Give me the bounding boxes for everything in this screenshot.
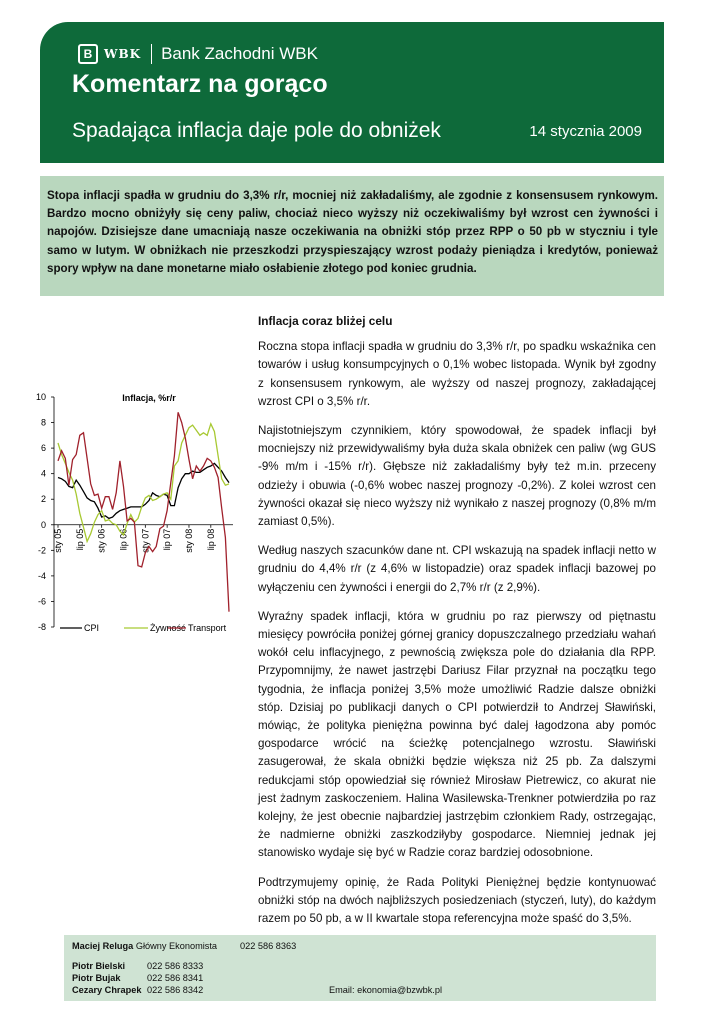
series-line-transport <box>58 412 229 611</box>
y-tick-label: -2 <box>37 545 46 556</box>
bank-logo <box>78 44 318 64</box>
article-paragraph: Podtrzymujemy opinię, że Rada Polityki Pieniężnej będzie kontynuować obniżki stóp na dwóch najbliższych posiedzeniach (styczeń, luty), do każdym razem po 50 pb, a w II kwartale stopa referencyjna może spaść do 3,5%. <box>258 875 656 926</box>
y-tick-label: -8 <box>37 622 46 632</box>
chart-title: Inflacja, %r/r <box>122 393 176 403</box>
x-tick-label: lip 07 <box>162 528 173 551</box>
article-paragraph: Wyraźny spadek inflacji, która w grudniu po raz pierwszy od piętnastu miesięcy powróciła poniżej górnej granicy dopuszczalnego przedziału wahań wokół celu inflacyjnego, z pewnością zwiększa pole do działania dla RPP. Przypomnijmy, że nawet jastrzębi Dariusz Filar przyznał na początku tego tygodnia, że inflacja poniżej 3,5% może umożliwić Radzie dalsze obniżki stóp. Dzisiaj po publikacji danych o CPI potwierdził to Andrzej Sławiński, mówiąc, że polityka pieniężna powinna być dalej łagodzona aby pomóc gospodarce wrócić na ścieżkę potencjalnego wzrostu. Sławiński zasugerował, że skala obniżki będzie większa niż 25 pb. Za dalszymi redukcjami stóp opowiedział się również Mirosław Pietrewicz, co akurat nie jest żadnym zaskoczeniem. Halina Wasilewska-Trenkner potwierdziła po raz kolejny, że jest obecnie najbardziej jastrzębim członkiem Rady, ostrzegając, że nadmierne obniżki zaszkodziłyby gospodarce. Niemniej jednak jej stanowisko wydaje się być w Radzie coraz bardziej odosobnione. <box>258 609 656 860</box>
inflation-chart-svg <box>28 384 248 644</box>
y-tick-label: 2 <box>40 494 46 505</box>
x-tick-label: lip 05 <box>74 528 85 551</box>
contact-role: Główny Ekonomista <box>135 941 218 951</box>
legend-label: Żywność <box>150 623 186 633</box>
contact-phone: 022 586 8342 <box>147 985 204 995</box>
contact-name: Cezary Chrapek <box>72 985 142 995</box>
contact-email[interactable]: Email: ekonomia@bzwbk.pl <box>329 985 442 995</box>
x-tick-label: sty 06 <box>96 528 107 553</box>
article-paragraph: Według naszych szacunków dane nt. CPI wskazują na spadek inflacji netto w grudniu do 4,4% r/r (z 4,6% w listopadzie) oraz spadek inflacji bazowej po wyłączeniu cen żywności i energii do 2,7% r/r (z 2,9%). <box>258 544 656 594</box>
summary-box <box>40 176 664 296</box>
x-tick-label: lip 06 <box>118 528 129 551</box>
legend-label: Transport <box>188 623 227 633</box>
y-tick-label: 8 <box>40 417 46 428</box>
article <box>258 312 656 939</box>
y-tick-label: 6 <box>40 443 46 454</box>
report-header <box>40 22 664 163</box>
x-tick-label: lip 08 <box>205 528 216 551</box>
y-tick-label: -4 <box>37 570 46 581</box>
logo-wbk-text: WBK <box>104 47 142 61</box>
inflation-chart <box>28 384 248 644</box>
series-line-cpi <box>58 463 229 518</box>
series-line-żywność <box>58 424 229 542</box>
y-tick-label: -6 <box>37 596 46 607</box>
report-subtitle: Spadająca inflacja daje pole do obniżek <box>72 119 441 142</box>
contact-phone: 022 586 8333 <box>147 961 204 971</box>
contact-phone: 022 586 8363 <box>240 941 297 951</box>
chief-economist-row <box>72 941 656 953</box>
report-title: Komentarz na gorąco <box>72 70 328 98</box>
bank-name: Bank Zachodni WBK <box>161 44 318 63</box>
contact-row <box>72 973 656 985</box>
contact-name: Maciej Reluga <box>72 941 134 951</box>
logo-divider <box>151 44 152 64</box>
bank-logo-icon: B <box>78 44 98 64</box>
contact-row <box>72 961 656 973</box>
x-tick-label: sty 08 <box>183 528 194 553</box>
legend-label: CPI <box>84 623 100 633</box>
contact-phone: 022 586 8341 <box>147 973 204 983</box>
report-date: 14 stycznia 2009 <box>529 123 642 140</box>
x-tick-label: sty 05 <box>53 528 63 553</box>
y-tick-label: 0 <box>40 519 46 530</box>
article-heading: Inflacja coraz bliżej celu <box>258 314 393 328</box>
y-tick-label: 4 <box>40 468 46 479</box>
article-paragraph: Najistotniejszym czynnikiem, który spowodował, że spadek inflacji był mocniejszy niż przewidywaliśmy była duża skala obniżek cen paliw (wg GUS -9% m/m i -15% r/r). Głębsze niż zakładaliśmy były też m.in. przeceny odzieży i obuwia (-0,6% wobec naszej prognozy -0,2%). Z kolei wzrost cen żywności okazał się nieco wyższy niż wynikało z naszej prognozy (0,8% m/m zamiast 0,5%). <box>258 424 656 529</box>
contact-row <box>72 985 656 997</box>
article-paragraph: Roczna stopa inflacji spadła w grudniu do 3,3% r/r, po spadku wskaźnika cen towarów i usług konsumpcyjnych o 0,1% wobec listopada. Wynik był zgodny z konsensusem rynkowym, ale wyższy od naszej prognozy, zakładającej wzrost CPI o 3,5% r/r. <box>258 340 656 408</box>
y-tick-label: 10 <box>35 392 46 402</box>
x-tick-label: sty 07 <box>140 528 151 553</box>
contact-footer <box>64 935 656 1001</box>
contact-name: Piotr Bujak <box>72 973 121 983</box>
contact-name: Piotr Bielski <box>72 961 126 971</box>
summary-text: Stopa inflacji spadła w grudniu do 3,3% r/r, mocniej niż zakładaliśmy, ale zgodnie z konsensusem rynkowym. Bardzo mocno obniżyły się ceny paliw, chociaż nieco wyższy niż oczekiwaliśmy był wzrost cen żywności i napojów. Dzisiejsze dane umacniają nasze oczekiwania na obniżki stóp przez RPP o 50 pb w styczniu i tyle samo w lutym. W obniżkach nie przeszkodzi przyspieszający wzrost podaży pieniądza i kredytów, ponieważ spory wpływ na dane monetarne miało osłabienie złotego pod koniec grudnia. <box>47 189 658 275</box>
